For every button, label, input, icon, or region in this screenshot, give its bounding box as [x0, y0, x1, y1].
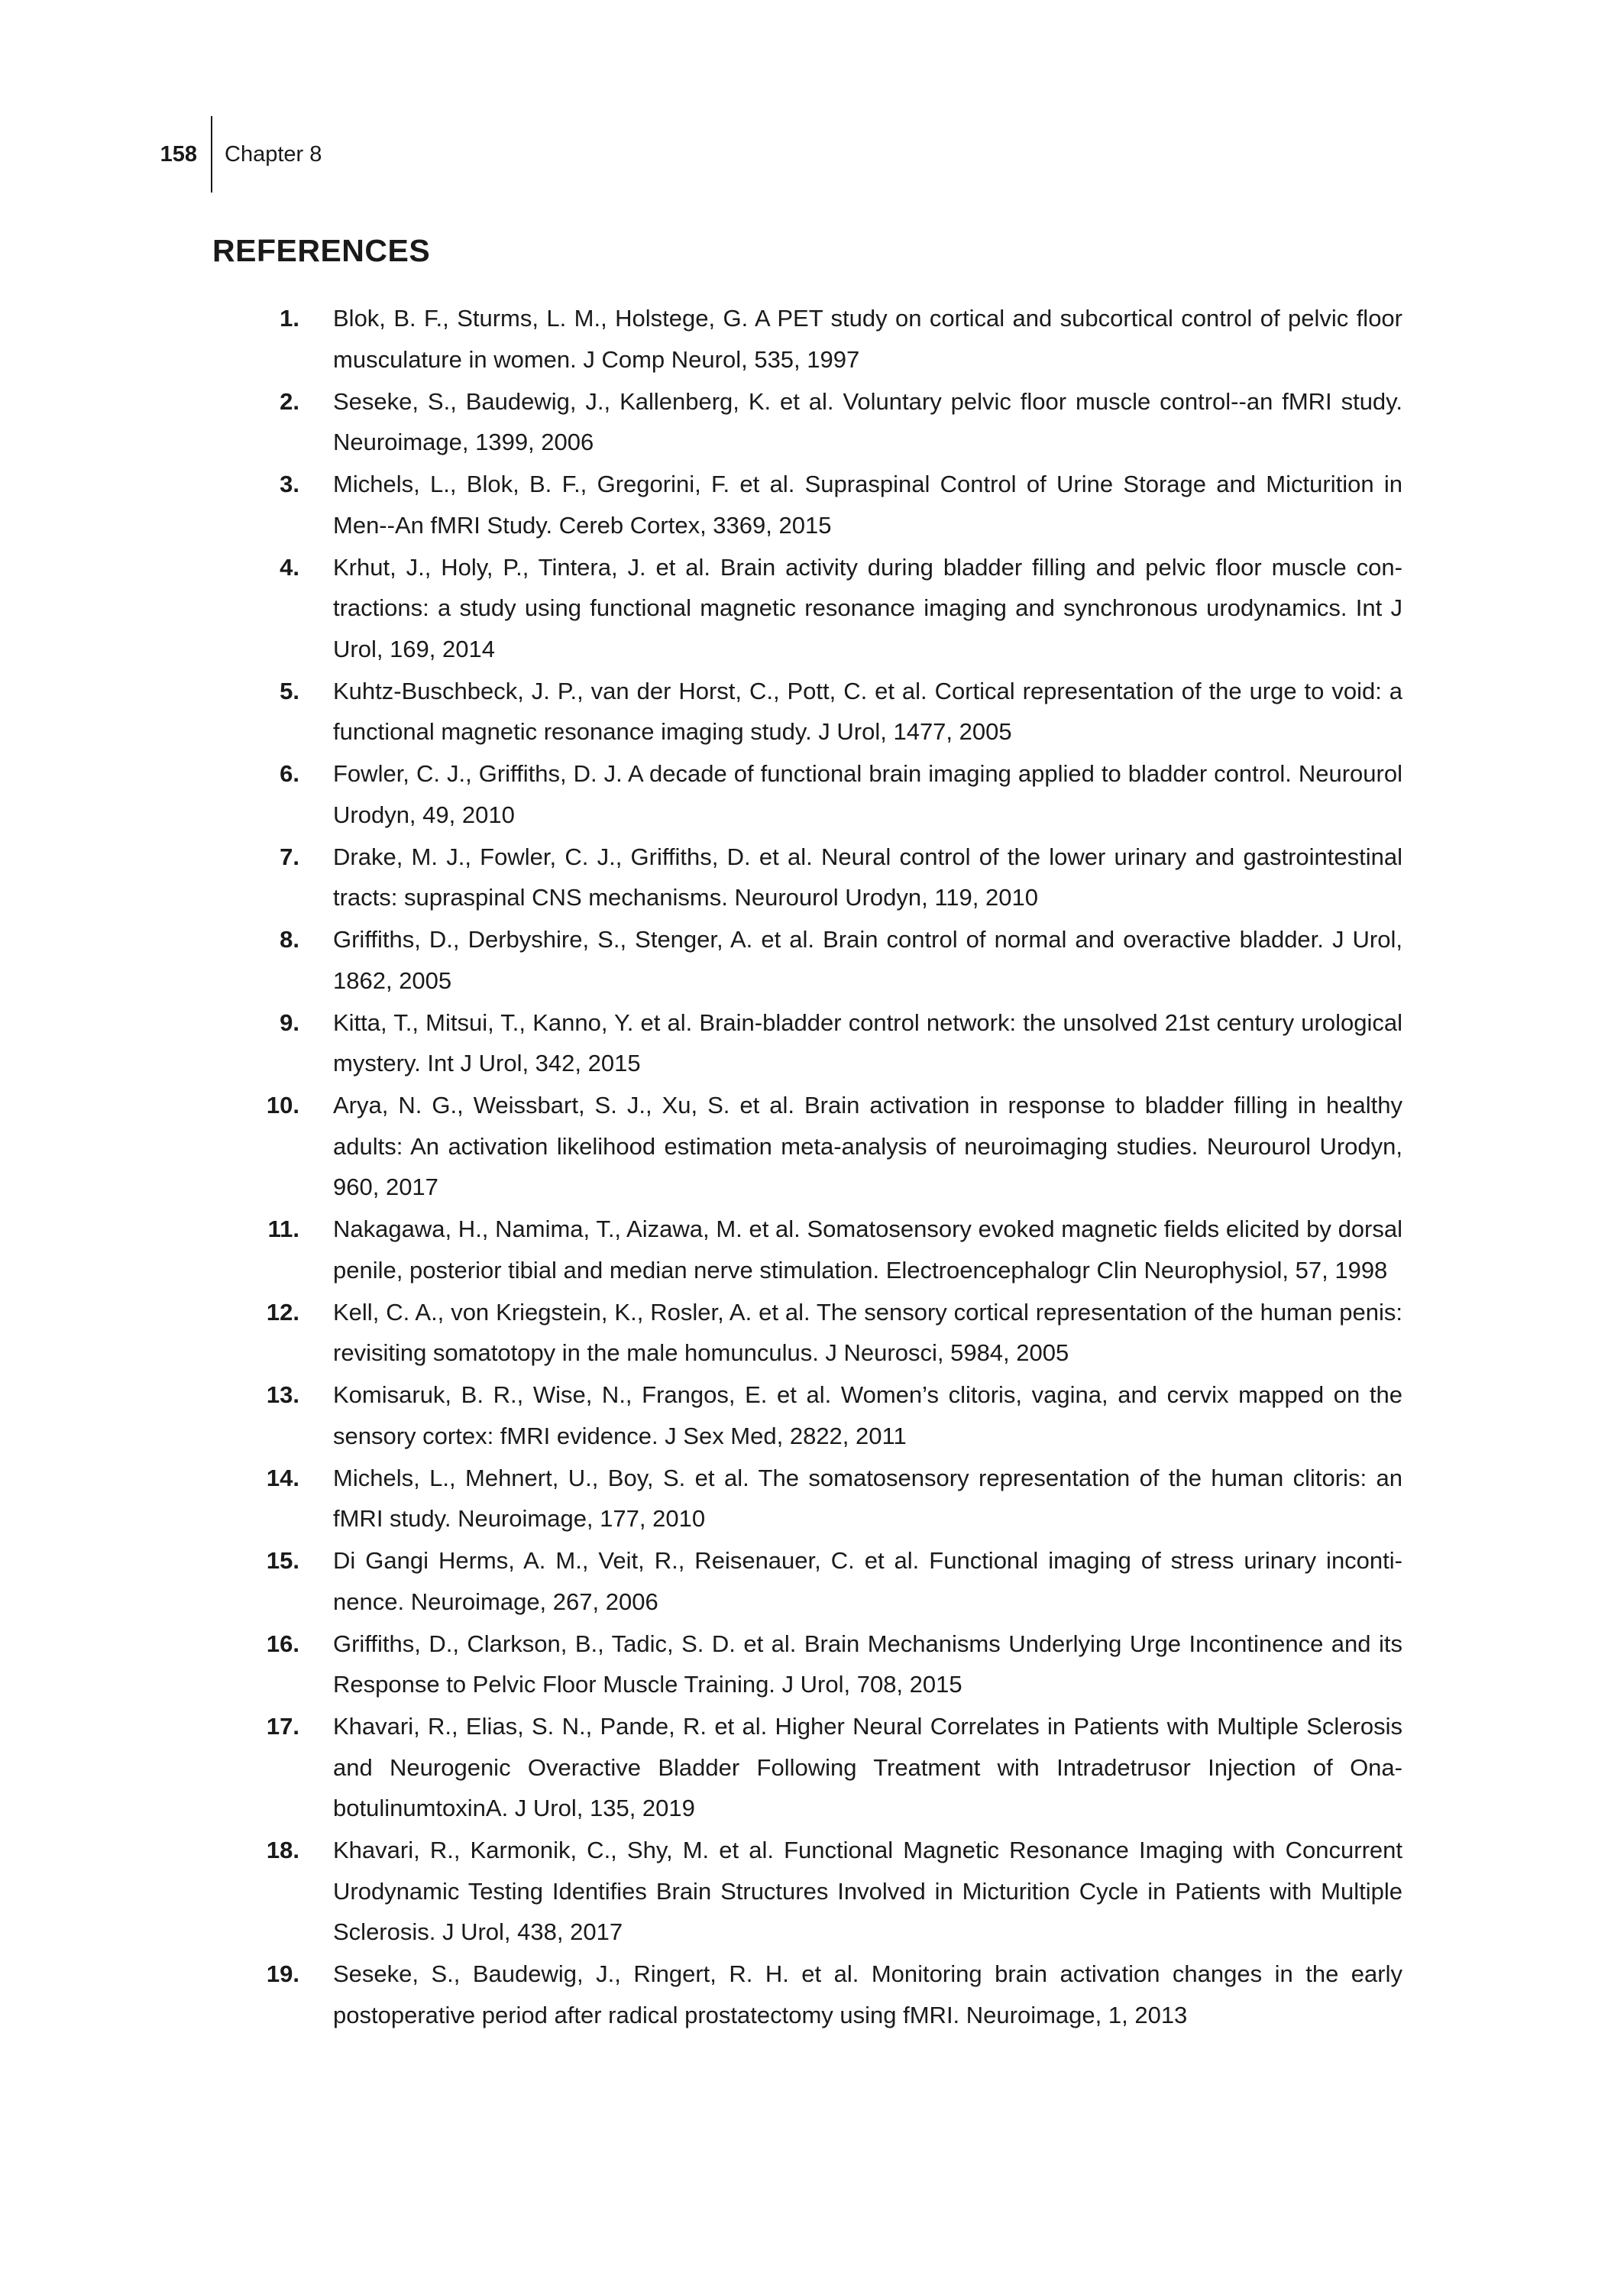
reference-number: 1.: [280, 305, 299, 332]
reference-item: [214, 298, 1402, 380]
reference-number: 16.: [266, 1630, 299, 1657]
reference-text: Nakagawa, H., Namima, T., Aizawa, M. et al. Somatosensory evoked magnetic fields elicited by dorsal penile, posterior tibial and median nerve stimulation. Electroencephalogr Clin Neurophysiol, 57, 1998: [333, 1216, 1402, 1284]
reference-number: 11.: [267, 1216, 299, 1242]
reference-number: 4.: [280, 553, 299, 581]
reference-number: 13.: [266, 1381, 299, 1408]
reference-item: [214, 1002, 1402, 1084]
reference-text: Di Gangi Herms, A. M., Veit, R., Reisenauer, C. et al. Functional imaging of stress urinary incontinence. Neuroimage, 267, 2006: [333, 1547, 1402, 1615]
reference-item: [214, 1085, 1402, 1208]
reference-number: 19.: [266, 1960, 299, 1987]
reference-item: [214, 1540, 1402, 1622]
reference-item: [214, 464, 1402, 545]
header-divider: [211, 116, 212, 193]
reference-number: 3.: [280, 471, 299, 497]
reference-number: 18.: [266, 1837, 299, 1863]
reference-number: 2.: [280, 387, 299, 415]
reference-number: 5.: [280, 677, 299, 704]
section-title: REFERENCES: [212, 233, 431, 268]
reference-text: Krhut, J., Holy, P., Tintera, J. et al. Brain activity during bladder filling and pelvic floor muscle contractions: a study using functional magnetic resonance imaging and synchronous urodynamics. Int J Urol, 169, 2014: [333, 553, 1402, 662]
reference-text: Kell, C. A., von Kriegstein, K., Rosler, A. et al. The sensory cortical representation of the human penis: revisiting somatotopy in the male homunculus. J Neurosci, 5984, 2005: [333, 1298, 1402, 1366]
reference-number: 9.: [280, 1008, 299, 1036]
page-header: [0, 0, 1624, 199]
reference-item: [214, 381, 1402, 463]
reference-item: [214, 753, 1402, 835]
reference-text: Blok, B. F., Sturms, L. M., Holstege, G. A PET study on cortical and subcortical control of pelvic floor musculature in women. J Comp Neurol, 535, 1997: [333, 305, 1402, 373]
reference-list: [214, 298, 1402, 2037]
reference-number: 10.: [266, 1092, 299, 1118]
reference-item: [214, 671, 1402, 753]
reference-item: [214, 1954, 1402, 2035]
reference-text: Seseke, S., Baudewig, J., Kallenberg, K. et al. Voluntary pelvic floor muscle control--an fMRI study. Neuroimage, 1399, 2006: [333, 387, 1402, 455]
reference-text: Michels, L., Blok, B. F., Gregorini, F. et al. Supraspinal Control of Urine Storage and Micturition in Men--An fMRI Study. Cereb Cortex, 3369, 2015: [333, 471, 1402, 539]
reference-text: Khavari, R., Karmonik, C., Shy, M. et al. Functional Magnetic Resonance Imaging with Concurrent Urodynamic Testing Identifies Brain Structures Involved in Micturition Cycle in Patients with Multiple Sclerosis. J Urol, 438, 2017: [333, 1837, 1402, 1945]
reference-item: [214, 837, 1402, 918]
reference-item: [214, 919, 1402, 1001]
reference-item: [214, 1292, 1402, 1374]
reference-number: 8.: [280, 926, 299, 953]
reference-text: Fowler, C. J., Griffiths, D. J. A decade of functional brain imaging applied to bladder control. Neurourol Urodyn, 49, 2010: [333, 760, 1402, 828]
chapter-label: Chapter 8: [225, 142, 322, 167]
reference-number: 14.: [266, 1464, 299, 1491]
reference-number: 15.: [266, 1547, 299, 1574]
reference-text: Griffiths, D., Clarkson, B., Tadic, S. D. et al. Brain Mechanisms Underlying Urge Incontinence and its Response to Pelvic Floor Muscle Training. J Urol, 708, 2015: [333, 1630, 1402, 1698]
reference-item: [214, 547, 1402, 670]
reference-text: Kitta, T., Mitsui, T., Kanno, Y. et al. Brain-bladder control network: the unsolved 21st century urological mystery. Int J Urol, 342, 2015: [333, 1008, 1402, 1076]
reference-text: Seseke, S., Baudewig, J., Ringert, R. H. et al. Monitoring brain activation changes in the early postoperative period after radical prostatectomy using fMRI. Neuroimage, 1, 2013: [333, 1960, 1402, 2028]
reference-number: 17.: [266, 1713, 299, 1740]
reference-item: [214, 1374, 1402, 1456]
reference-item: [214, 1624, 1402, 1705]
reference-text: Drake, M. J., Fowler, C. J., Griffiths, D. et al. Neural control of the lower urinary and gastrointestinal tracts: supraspinal CNS mechanisms. Neurourol Urodyn, 119, 2010: [333, 843, 1402, 911]
reference-number: 6.: [280, 760, 299, 787]
page-number: 158: [160, 142, 197, 167]
reference-text: Michels, L., Mehnert, U., Boy, S. et al. The somatosensory representation of the human clitoris: an fMRI study. Neuroimage, 177, 2010: [333, 1464, 1402, 1532]
reference-text: Arya, N. G., Weissbart, S. J., Xu, S. et al. Brain activation in response to bladder filling in healthy adults: An activation likelihood estimation meta-analysis of neuroimaging studies. Neurourol Urodyn, 960, 2017: [333, 1092, 1402, 1200]
reference-text: Griffiths, D., Derbyshire, S., Stenger, A. et al. Brain control of normal and overactive bladder. J Urol, 1862, 2005: [333, 926, 1402, 994]
reference-number: 7.: [280, 843, 299, 870]
reference-number: 12.: [266, 1298, 299, 1326]
reference-item: [214, 1706, 1402, 1829]
reference-text: Khavari, R., Elias, S. N., Pande, R. et al. Higher Neural Correlates in Patients with Multiple Sclerosis and Neurogenic Overactive Bladder Following Treatment with Intradetrusor Injection of OnabotulinumtoxinA. J Urol, 135, 2019: [333, 1713, 1402, 1821]
reference-item: [214, 1830, 1402, 1953]
reference-text: Komisaruk, B. R., Wise, N., Frangos, E. et al. Women’s clitoris, vagina, and cervix mapped on the sensory cortex: fMRI evidence. J Sex Med, 2822, 2011: [333, 1381, 1402, 1449]
reference-text: Kuhtz-Buschbeck, J. P., van der Horst, C., Pott, C. et al. Cortical representation of the urge to void: a functional magnetic resonance imaging study. J Urol, 1477, 2005: [333, 677, 1402, 745]
reference-item: [214, 1458, 1402, 1539]
reference-item: [214, 1209, 1402, 1290]
